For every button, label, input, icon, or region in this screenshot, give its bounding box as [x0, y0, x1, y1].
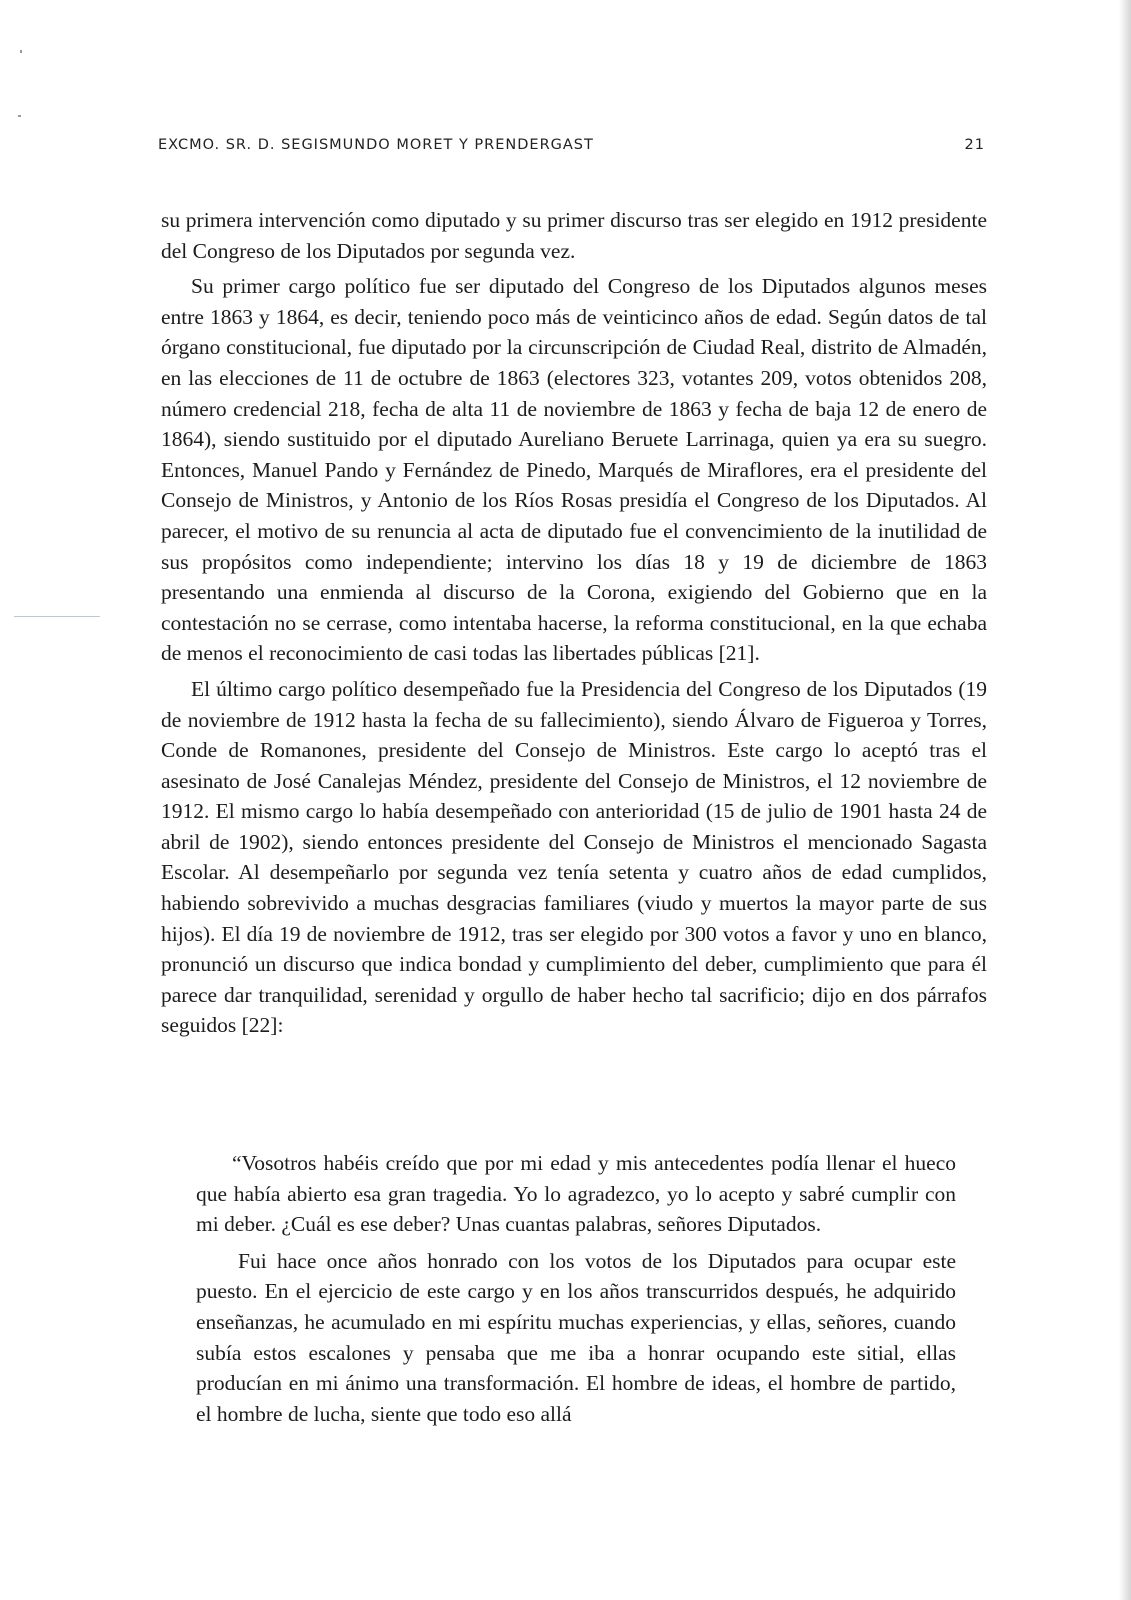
running-title: EXCMO. SR. D. SEGISMUNDO MORET Y PRENDERGAST	[158, 137, 594, 153]
page-number: 21	[964, 137, 985, 153]
scan-artifact-line	[14, 616, 100, 617]
quote-paragraph: Fui hace once años honrado con los votos de los Diputados para ocupar este puesto. En el ejercicio de este cargo y en los años transcurridos después, he adquirido enseñanzas, he acumulado en mi espíritu muchas experiencias, y ellas, señores, cuando subía estos escalones y pensaba que me iba a honrar ocupando este sitial, ellas producían en mi ánimo una transformación. El hombre de ideas, el hombre de partido, el hombre de lucha, siente que todo eso allá	[196, 1248, 956, 1426]
scan-speck	[20, 50, 22, 53]
paragraph: Su primer cargo político fue ser diputado del Congreso de los Diputados algunos meses entre 1863 y 1864, es decir, teniendo poco más de veinticinco años de edad. Según datos de tal órgano constitucional, fue diputado por la circunscripción de Ciudad Real, distrito de Almadén, en las elecciones de 11 de octubre de 1863 (electores 323, votantes 209, votos obtenidos 208, número credencial 218, fecha de alta 11 de noviembre de 1863 y fecha de baja 12 de enero de 1864), siendo sustituido por el diputado Aureliano Beruete Larrinaga, quien ya era su suegro. Entonces, Manuel Pando y Fernández de Pinedo, Marqués de Miraflores, era el presidente del Consejo de Ministros, y Antonio de los Ríos Rosas presidía el Congreso de los Diputados. Al parecer, el motivo de su renuncia al acta de diputado fue el convencimiento de la inutilidad de sus propósitos como independiente; intervino los días 18 y 19 de diciembre de 1863 presentando una enmienda al discurso de la Corona, exigiendo del Gobierno que en la contestación no se cerrase, como intentaba hacerse, la reforma constitucional, en la que echaba de menos el reconocimiento de casi todas las libertades públicas [21].	[161, 274, 987, 666]
paragraph: su primera intervención como diputado y su primer discurso tras ser elegido en 1912 presidente del Congreso de los Diputados por segunda vez.	[161, 208, 987, 263]
running-header	[158, 137, 985, 153]
page-edge-shadow	[1119, 0, 1131, 1600]
quote-paragraph: “Vosotros habéis creído que por mi edad y mis antecedentes podía llenar el hueco que había abierto esa gran tragedia. Yo lo agradezco, yo lo acepto y sabré cumplir con mi deber. ¿Cuál es ese deber? Unas cuantas palabras, señores Diputados.	[196, 1151, 956, 1237]
body-text	[161, 205, 987, 1041]
scan-speck	[18, 115, 21, 117]
paragraph: El último cargo político desempeñado fue la Presidencia del Congreso de los Diputados (19 de noviembre de 1912 hasta la fecha de su fallecimiento), siendo Álvaro de Figueroa y Torres, Conde de Romanones, presidente del Consejo de Ministros. Este cargo lo aceptó tras el asesinato de José Canalejas Méndez, presidente del Consejo de Ministros, el 12 noviembre de 1912. El mismo cargo lo había desempeñado con anterioridad (15 de julio de 1901 hasta 24 de abril de 1902), siendo entonces presidente del Consejo de Ministros el mencionado Sagasta Escolar. Al desempeñarlo por segunda vez tenía setenta y cuatro años de edad cumplidos, habiendo sobrevivido a muchas desgracias familiares (viudo y muertos la mayor parte de sus hijos). El día 19 de noviembre de 1912, tras ser elegido por 300 votos a favor y uno en blanco, pronunció un discurso que indica bondad y cumplimiento del deber, cumplimiento que para él parece dar tranquilidad, serenidad y orgullo de haber hecho tal sacrificio; dijo en dos párrafos seguidos [22]:	[161, 676, 987, 1038]
block-quote	[196, 1148, 956, 1429]
